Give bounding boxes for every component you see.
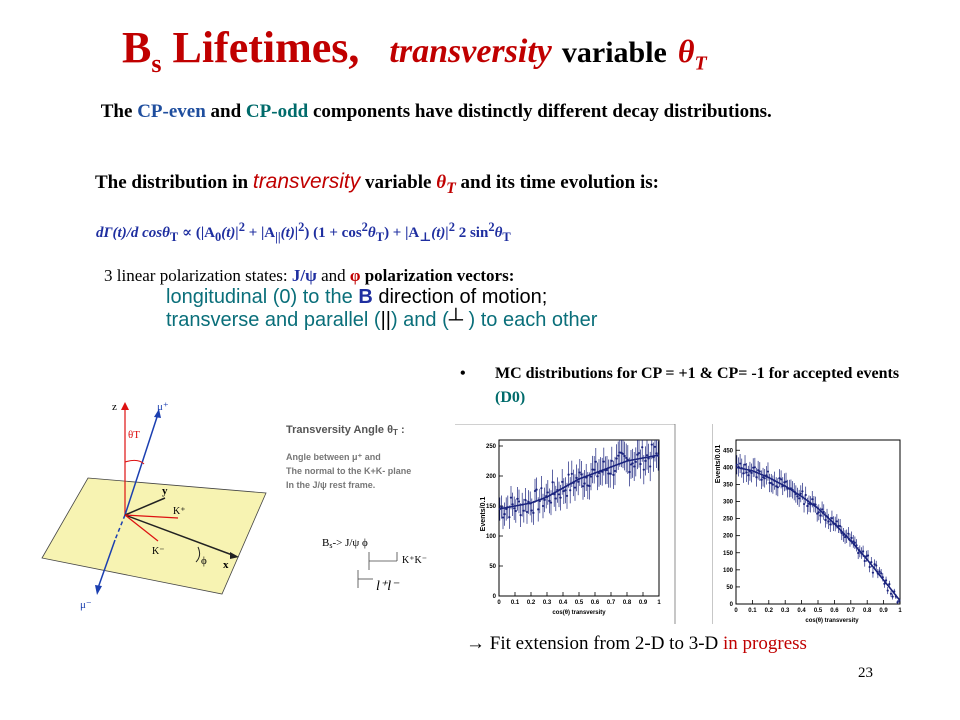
h1-data-point [628, 471, 630, 473]
h1-data-point [646, 454, 648, 456]
h2-data-point [869, 566, 871, 568]
h1-data-point [622, 453, 624, 455]
h1-data-point [636, 453, 638, 455]
decay-kk: K⁺K⁻ [402, 555, 427, 566]
h1-data-point [644, 460, 646, 462]
p1-post: components have distinctly different decay distributions. [308, 101, 772, 122]
h2-xtick-label: 0 [734, 608, 738, 614]
h2-xtick-label: 1 [898, 608, 902, 614]
mc-text [495, 362, 915, 410]
title-theta [677, 33, 707, 75]
eq-d-sub: || [275, 230, 281, 244]
y-label: y [162, 485, 168, 497]
pol-l2-d: ┴ [448, 309, 463, 331]
pol-post: polarization vectors: [360, 266, 515, 285]
p2-theta-sub: T [446, 179, 456, 197]
h1-data-point [576, 477, 578, 479]
h1-data-point [582, 485, 584, 487]
pol-l1-a: longitudinal (0) to the [166, 286, 359, 308]
h2-data-point [875, 564, 877, 566]
h1-data-point [558, 493, 560, 495]
hist1-xlabel: cos(θ) transversity [552, 610, 606, 616]
h2-ytick-label: 250 [722, 516, 733, 523]
h2-data-point [851, 537, 853, 539]
title-theta-sub: T [694, 52, 707, 75]
h2-data-point [831, 517, 833, 519]
eq-j-sup: 2 [488, 220, 495, 234]
h2-xtick-label: 0.8 [863, 608, 872, 614]
h1-data-point [609, 473, 611, 475]
h1-data-point [656, 452, 658, 454]
h1-data-point [612, 474, 614, 476]
slide-title [122, 22, 707, 79]
cp-even-text: CP-even [137, 101, 206, 122]
fit-in-progress: in progress [723, 633, 807, 654]
h1-data-point [504, 513, 506, 515]
theta-t-label: θT [128, 429, 140, 441]
h1-xtick-label: 1 [657, 600, 661, 606]
eq-a: dΓ(t)/d cosθ [96, 225, 170, 241]
legend-line-3: In the J/ψ rest frame. [286, 480, 376, 490]
h2-xtick-label: 0.5 [813, 608, 823, 614]
h1-data-point [515, 510, 517, 512]
h2-data-point [744, 463, 746, 465]
h2-ytick-label: 350 [722, 482, 733, 489]
h2-data-point [742, 472, 744, 474]
h2-data-point [828, 520, 830, 522]
mu-plus-label: μ⁺ [157, 401, 169, 413]
h2-xtick-label: 0.1 [748, 608, 757, 614]
legend-line-2: The normal to the K+K- plane [286, 466, 412, 476]
z-arrow [121, 402, 129, 410]
title-b: B [122, 23, 152, 72]
eq-a-sub: T [169, 230, 179, 244]
h1-data-point [560, 497, 562, 499]
h1-data-point [544, 499, 546, 501]
h2-data-point [824, 519, 826, 521]
p2-pre: The distribution in [95, 172, 253, 193]
h1-data-point [640, 463, 642, 465]
decay-ll: l⁺l⁻ [376, 579, 399, 594]
z-label: z [112, 401, 117, 413]
p2-theta [436, 172, 456, 197]
h2-data-point [759, 470, 761, 472]
h1-data-point [580, 473, 582, 475]
h1-data-point [584, 482, 586, 484]
mc-text-a: MC distributions for CP = +1 & CP= -1 for accepted events [495, 365, 900, 382]
h2-data-point [829, 523, 831, 525]
fit-text: Fit extension from 2-D to 3-D [485, 633, 724, 654]
h2-data-point [867, 554, 869, 556]
h2-ytick-label: 400 [722, 465, 733, 472]
h2-data-point [818, 511, 820, 513]
pol-l2-c: ) and ( [390, 309, 449, 331]
title-b-sub: s [151, 48, 162, 78]
legend-title-sub: T [393, 428, 398, 437]
h1-data-point [654, 446, 656, 448]
h1-data-point [579, 471, 581, 473]
h2-data-point [796, 495, 798, 497]
mu-minus-arrow [95, 585, 102, 595]
h1-data-point [574, 486, 576, 488]
h1-data-point [616, 457, 618, 459]
h1-data-point [571, 473, 573, 475]
h2-data-point [770, 482, 772, 484]
h2-data-point [847, 533, 849, 535]
eq-c-sup: 2 [238, 220, 245, 234]
eq-i: (t)| [431, 225, 449, 241]
h2-data-point [805, 494, 807, 496]
h1-data-point [625, 457, 627, 459]
decay-b-text: -> J/ψ ϕ [332, 537, 368, 549]
h1-data-point [516, 498, 518, 500]
legend-title-colon: : [397, 424, 405, 436]
h2-data-point [760, 479, 762, 481]
legend-title [286, 424, 405, 437]
pol-l1-c: direction of motion; [372, 286, 548, 308]
p1-mid: and [205, 101, 246, 122]
polarization-line-1 [166, 286, 547, 309]
decay-b-sub: s [329, 541, 333, 550]
h1-data-point [611, 460, 613, 462]
h2-data-point [811, 498, 813, 500]
h2-ytick-label: 450 [722, 448, 733, 455]
hist1-ylabel: Events/0.1 [480, 496, 487, 532]
h1-data-point [502, 516, 504, 518]
decay-b: B [322, 537, 330, 549]
mc-text-d0: (D0) [495, 389, 526, 406]
eq-j: 2 sin [454, 225, 489, 241]
h1-data-point [550, 502, 552, 504]
h2-data-point [887, 589, 889, 591]
h1-data-point [593, 469, 595, 471]
legend-title-text: Transversity Angle θ [286, 424, 394, 436]
h2-data-point [772, 484, 774, 486]
h1-data-point [603, 460, 605, 462]
h1-ytick-label: 0 [492, 594, 496, 600]
hist1-frame [499, 440, 659, 596]
h1-xtick-label: 0.3 [542, 600, 552, 606]
h2-data-point [755, 476, 757, 478]
h2-data-point [857, 552, 859, 554]
h2-data-point [739, 462, 741, 464]
pol-phi: φ [349, 266, 361, 285]
h1-data-point [513, 507, 515, 509]
p2-transversity: transversity [252, 170, 361, 193]
h1-ytick-label: 50 [489, 564, 496, 570]
h2-data-point [878, 570, 880, 572]
h1-data-point [643, 469, 645, 471]
h1-data-point [569, 489, 571, 491]
h1-ytick-label: 150 [485, 504, 496, 510]
h1-xtick-label: 0.9 [638, 600, 648, 606]
eq-d: + |A [244, 225, 276, 241]
h1-data-point [532, 512, 534, 514]
h2-data-point [821, 508, 823, 510]
k-minus-label: K⁻ [152, 546, 165, 557]
h1-data-point [632, 462, 634, 464]
pol-l2-b: || [380, 309, 391, 331]
eq-k: θ [494, 225, 503, 241]
distribution-paragraph [95, 170, 659, 198]
p1-pre: The [100, 101, 138, 122]
pol-l2-a: transverse and parallel ( [166, 309, 381, 331]
h2-xtick-label: 0.4 [797, 608, 806, 614]
h1-data-point [520, 514, 522, 516]
eq-c: (t)| [221, 225, 239, 241]
h2-data-point [754, 466, 756, 468]
h1-data-point [524, 499, 526, 501]
h2-data-point [777, 486, 779, 488]
h1-xtick-label: 0.6 [590, 600, 600, 606]
h1-data-point [561, 481, 563, 483]
h1-data-point [547, 491, 549, 493]
h2-data-point [892, 595, 894, 597]
h1-data-point [512, 503, 514, 505]
h1-data-point [649, 465, 651, 467]
histogram-cp-minus [712, 424, 912, 626]
h1-data-point [633, 465, 635, 467]
h2-data-point [767, 470, 769, 472]
h1-data-point [508, 516, 510, 518]
page-number: 23 [858, 665, 873, 681]
h2-data-point [780, 478, 782, 480]
eq-e: (t)| [280, 225, 299, 241]
cp-paragraph [96, 101, 916, 123]
title-transversity: transversity [389, 33, 552, 70]
h1-xtick-label: 0.7 [606, 600, 616, 606]
h2-ytick-label: 100 [722, 567, 733, 574]
eq-h-sub: ⊥ [419, 230, 432, 244]
decay-chain [322, 537, 368, 550]
h1-xtick-label: 0.2 [526, 600, 536, 606]
legend-line-1: Angle between μ⁺ and [286, 452, 381, 462]
h1-data-point [540, 487, 542, 489]
h1-data-point [624, 455, 626, 457]
eq-f: ) (1 + cos [304, 225, 362, 241]
h1-data-point [537, 508, 539, 510]
h2-data-point [864, 560, 866, 562]
h2-data-point [747, 474, 749, 476]
pol-jpsi: J/ψ [291, 266, 317, 285]
h2-data-point [888, 583, 890, 585]
h1-data-point [542, 505, 544, 507]
pol-l1-b: B [358, 286, 373, 308]
h1-data-point [531, 509, 533, 511]
eq-h: ) + |A [384, 225, 420, 241]
cp-odd-text: CP-odd [245, 101, 309, 122]
h1-data-point [564, 489, 566, 491]
h2-xtick-label: 0.3 [781, 608, 790, 614]
h2-data-point [862, 550, 864, 552]
hist2-frame [736, 440, 900, 604]
h1-data-point [595, 461, 597, 463]
h2-data-point [801, 490, 803, 492]
h2-data-point [785, 481, 787, 483]
eq-e-sup: 2 [298, 220, 305, 234]
eq-b-sub: 0 [214, 230, 222, 244]
h1-data-point [523, 510, 525, 512]
histogram-cp-plus [455, 424, 677, 626]
h1-data-point [590, 476, 592, 478]
h1-xtick-label: 0.1 [510, 600, 520, 606]
h2-data-point [806, 505, 808, 507]
polarization-line-2 [166, 309, 597, 332]
h1-data-point [552, 481, 554, 483]
h2-data-point [872, 572, 874, 574]
h1-data-point [638, 452, 640, 454]
h1-ytick-label: 200 [485, 474, 496, 480]
h2-xtick-label: 0.6 [830, 608, 839, 614]
mu-minus-label: μ⁻ [80, 599, 92, 611]
bullet-symbol: • [460, 365, 466, 382]
phi-label: ϕ [201, 555, 207, 567]
h2-data-point [750, 472, 752, 474]
h1-data-point [588, 485, 590, 487]
eq-g: θ [367, 225, 376, 241]
h1-data-point [555, 497, 557, 499]
h1-xtick-label: 0.4 [558, 600, 568, 606]
eq-i-sup: 2 [448, 220, 455, 234]
h1-data-point [510, 497, 512, 499]
h2-data-point [736, 464, 738, 466]
h1-xtick-label: 0 [497, 600, 501, 606]
title-lifetimes: Lifetimes, [161, 23, 360, 72]
h2-data-point [803, 503, 805, 505]
h1-data-point [596, 475, 598, 477]
eq-k-sub: T [502, 230, 511, 244]
title-theta-symbol: θ [677, 33, 695, 69]
eq-g-sub: T [375, 230, 385, 244]
h2-data-point [819, 514, 821, 516]
hist2-ylabel: Events/0.01 [715, 444, 722, 484]
h1-data-point [536, 489, 538, 491]
h1-xtick-label: 0.5 [574, 600, 584, 606]
h1-ytick-label: 100 [485, 534, 496, 540]
decay-plane [42, 478, 266, 594]
k-plus-label: K⁺ [173, 506, 186, 517]
arrow-right-icon: → [466, 633, 485, 654]
h2-ytick-label: 0 [729, 602, 733, 608]
h1-data-point [614, 470, 616, 472]
h2-xtick-label: 0.2 [764, 608, 773, 614]
h1-data-point [518, 500, 520, 502]
h1-data-point [566, 495, 568, 497]
decay-equation [96, 220, 511, 245]
pol-and: and [316, 266, 350, 285]
transversity-diagram [40, 390, 450, 620]
h1-data-point [548, 500, 550, 502]
h1-xtick-label: 0.8 [622, 600, 632, 606]
h2-ytick-label: 300 [722, 499, 733, 506]
h2-ytick-label: 200 [722, 533, 733, 540]
title-variable: variable [561, 36, 667, 69]
h2-data-point [836, 520, 838, 522]
h2-ytick-label: 50 [726, 584, 733, 591]
h1-data-point [577, 481, 579, 483]
polarization-heading [104, 266, 514, 286]
h1-data-point [641, 446, 643, 448]
p2-theta-symbol: θ [436, 172, 447, 193]
pol-pre: 3 linear polarization states: [104, 266, 292, 285]
pol-l2-e: ) to each other [462, 309, 598, 331]
h2-xtick-label: 0.7 [846, 608, 855, 614]
h2-xtick-label: 0.9 [879, 608, 888, 614]
h2-data-point [880, 572, 882, 574]
h2-data-point [839, 525, 841, 527]
p2-mid: variable [360, 172, 437, 193]
h2-data-point [746, 471, 748, 473]
h1-data-point [526, 511, 528, 513]
h1-data-point [617, 455, 619, 457]
p2-post: and its time evolution is: [455, 172, 659, 193]
eq-b: ∝ (|A [178, 225, 215, 241]
h2-ytick-label: 150 [722, 550, 733, 557]
fit-extension-line [466, 633, 807, 655]
h2-data-point [798, 497, 800, 499]
h2-data-point [890, 593, 892, 595]
hist2-xlabel: cos(θ) transversity [805, 618, 859, 624]
x-label: x [223, 559, 229, 571]
h2-data-point [764, 477, 766, 479]
h1-data-point [635, 461, 637, 463]
eq-f-sup: 2 [361, 220, 368, 234]
h1-data-point [568, 474, 570, 476]
h1-ytick-label: 250 [485, 444, 496, 450]
h1-data-point [651, 443, 653, 445]
